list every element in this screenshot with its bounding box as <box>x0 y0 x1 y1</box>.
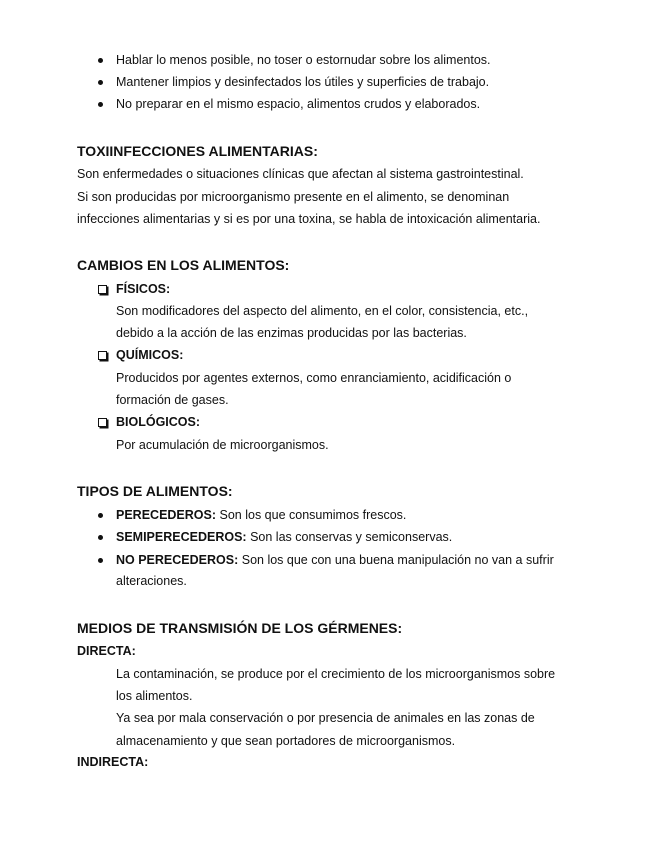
checkbox-bullet-icon <box>98 351 107 360</box>
paragraph-line: Ya sea por mala conservación o por presencia de animales en las zonas de <box>116 711 535 725</box>
bullet-icon <box>98 80 103 85</box>
paragraph-line: Son modificadores del aspecto del alimento, en el color, consistencia, etc., <box>116 304 529 318</box>
list-item <box>116 507 406 523</box>
paragraph-line: formación de gases. <box>116 393 229 407</box>
section-heading-tipos: TIPOS DE ALIMENTOS: <box>77 483 233 499</box>
bullet-icon <box>98 58 103 63</box>
paragraph-line: almacenamiento y que sean portadores de microorganismos. <box>116 734 456 748</box>
bullet-icon <box>98 513 103 518</box>
checkbox-bullet-icon <box>98 285 107 294</box>
list-item <box>116 529 452 545</box>
paragraph-line: debido a la acción de las enzimas producidas por las bacterias. <box>116 326 467 340</box>
list-item: Mantener limpios y desinfectados los útiles y superficies de trabajo. <box>116 75 490 89</box>
paragraph-line: Producidos por agentes externos, como enranciamiento, acidificación o <box>116 371 512 385</box>
paragraph-line: infecciones alimentarias y si es por una toxina, se habla de intoxicación alimentaria. <box>77 212 541 226</box>
list-item: Hablar lo menos posible, no toser o estornudar sobre los alimentos. <box>116 53 491 67</box>
subheading-biologicos: BIOLÓGICOS: <box>116 415 201 429</box>
section-heading-cambios: CAMBIOS EN LOS ALIMENTOS: <box>77 257 290 273</box>
paragraph-line: alteraciones. <box>116 574 187 588</box>
paragraph-line: Si son producidas por microorganismo presente en el alimento, se denominan <box>77 190 510 204</box>
subheading-indirecta: INDIRECTA: <box>77 755 149 769</box>
definition: Son los que con una buena manipulación no van a sufrir <box>241 553 554 567</box>
term: SEMIPERECEDEROS: <box>116 530 247 544</box>
subheading-directa: DIRECTA: <box>77 644 136 658</box>
term: NO PERECEDEROS: <box>116 553 239 567</box>
bullet-icon <box>98 102 103 107</box>
list-item <box>116 552 554 568</box>
term: PERECEDEROS: <box>116 508 217 522</box>
paragraph-line: los alimentos. <box>116 689 193 703</box>
paragraph-line: Por acumulación de microorganismos. <box>116 438 329 452</box>
definition: Son las conservas y semiconservas. <box>250 530 453 544</box>
section-heading-medios: MEDIOS DE TRANSMISIÓN DE LOS GÉRMENES: <box>77 620 403 636</box>
bullet-icon <box>98 558 103 563</box>
bullet-icon <box>98 535 103 540</box>
paragraph-line: La contaminación, se produce por el crecimiento de los microorganismos sobre <box>116 667 556 681</box>
section-heading-toxiinfecciones: TOXIINFECCIONES ALIMENTARIAS: <box>77 143 318 159</box>
paragraph-line: Son enfermedades o situaciones clínicas que afectan al sistema gastrointestinal. <box>77 167 524 181</box>
subheading-quimicos: QUÍMICOS: <box>116 348 184 362</box>
subheading-fisicos: FÍSICOS: <box>116 282 171 296</box>
definition: Son los que consumimos frescos. <box>219 508 407 522</box>
list-item: No preparar en el mismo espacio, alimentos crudos y elaborados. <box>116 97 481 111</box>
checkbox-bullet-icon <box>98 418 107 427</box>
